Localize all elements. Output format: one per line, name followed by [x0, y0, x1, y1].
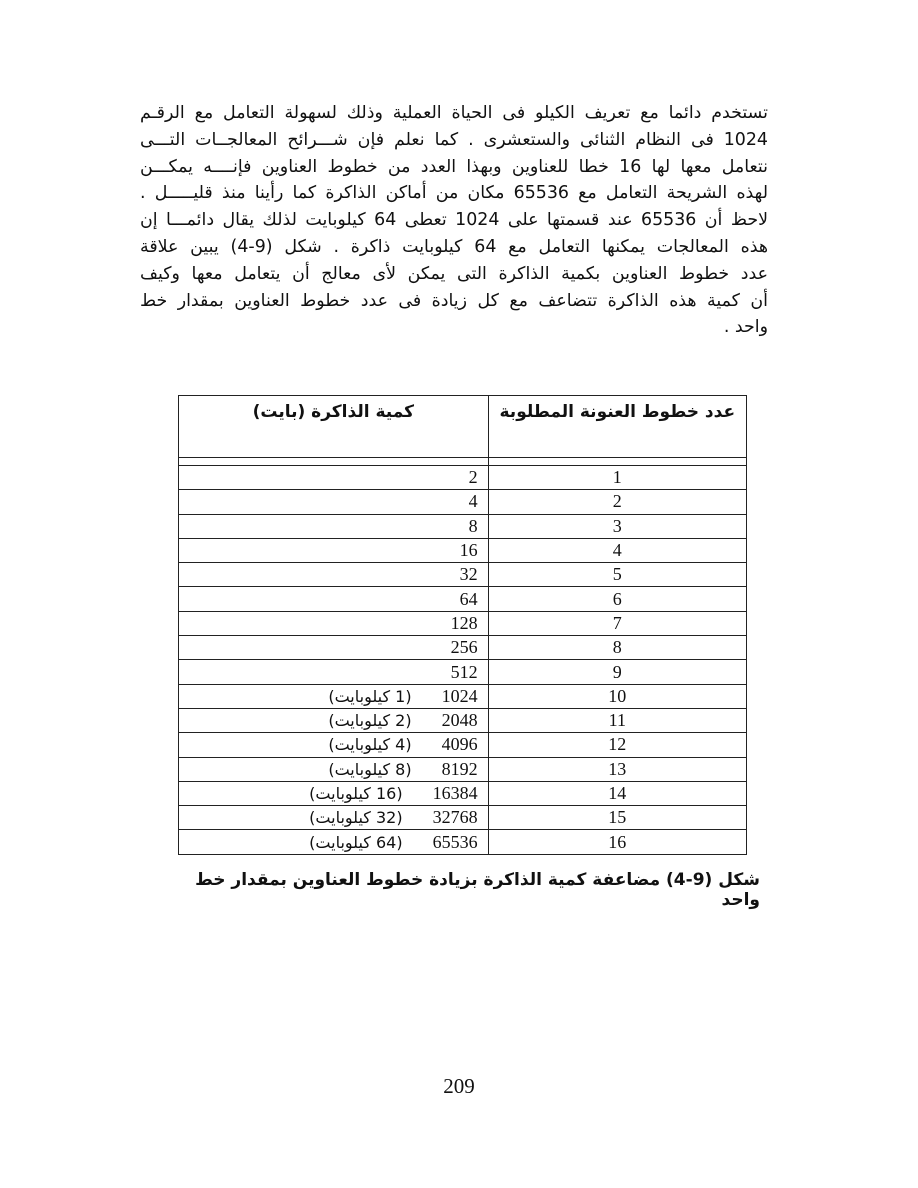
- memory-size-cell: [179, 587, 489, 611]
- byte-value: 64: [459, 588, 478, 609]
- table-row: [179, 563, 747, 587]
- memory-size-cell: [179, 538, 489, 562]
- table-header-row: [179, 396, 747, 458]
- byte-value: 32: [459, 564, 478, 585]
- paragraph-line: عدد خطوط العناوين بكمية الذاكرة التى يمكن لأى معالج أن يتعامل معها وكيف: [140, 263, 768, 284]
- byte-value: 1024: [441, 685, 478, 706]
- byte-value: 4: [468, 491, 478, 512]
- address-lines-cell: 3: [488, 514, 746, 538]
- memory-size-cell: [179, 830, 489, 854]
- address-lines-cell: 11: [488, 708, 746, 732]
- byte-value: 128: [450, 612, 478, 633]
- byte-value: 32768: [432, 807, 478, 828]
- memory-size-cell: [179, 684, 489, 708]
- body-paragraph: [140, 100, 768, 341]
- figure-caption: شكل (9-4) مضاعفة كمية الذاكرة بزيادة خطوط العناوين بمقدار خط واحد: [195, 870, 760, 910]
- address-lines-cell: 13: [488, 757, 746, 781]
- memory-size-cell: [179, 806, 489, 830]
- address-lines-cell: 9: [488, 660, 746, 684]
- table-row: [179, 490, 747, 514]
- table-spacer-row: [179, 458, 747, 466]
- address-lines-cell: 10: [488, 684, 746, 708]
- table-body: [179, 458, 747, 855]
- table-row: [179, 587, 747, 611]
- address-lines-cell: 4: [488, 538, 746, 562]
- address-lines-cell: 1: [488, 466, 746, 490]
- table-row: [179, 830, 747, 854]
- table-row: [179, 538, 747, 562]
- kilobyte-label: (4 كيلوبايت): [328, 735, 412, 755]
- address-lines-cell: 6: [488, 587, 746, 611]
- byte-value: 65536: [432, 831, 478, 852]
- byte-value: 16384: [432, 783, 478, 803]
- spacer-cell: [179, 458, 489, 466]
- byte-value: 8192: [441, 758, 478, 779]
- memory-size-cell: [179, 757, 489, 781]
- byte-value: 512: [450, 661, 478, 682]
- memory-size-cell: [179, 490, 489, 514]
- kilobyte-label: (2 كيلوبايت): [328, 711, 412, 731]
- kilobyte-label: (64 كيلوبايت): [309, 832, 403, 852]
- memory-table: [178, 395, 747, 855]
- spacer-cell: [488, 458, 746, 466]
- header-address-lines: عدد خطوط العنونة المطلوبة: [488, 396, 746, 458]
- table-row: [179, 636, 747, 660]
- table-row: [179, 684, 747, 708]
- memory-size-cell: [179, 781, 489, 805]
- table-row: [179, 611, 747, 635]
- table-row: [179, 660, 747, 684]
- paragraph-line: نتعامل معها لها 16 خطا للعناوين وبهذا العدد من خطوط العناوين فإنــــه يمكـــن: [140, 156, 768, 177]
- table-row: [179, 733, 747, 757]
- address-lines-cell: 2: [488, 490, 746, 514]
- byte-value: 4096: [441, 734, 478, 755]
- header-memory-size: كمية الذاكرة (بايت): [179, 396, 489, 458]
- address-lines-cell: 7: [488, 611, 746, 635]
- address-lines-cell: 16: [488, 830, 746, 854]
- paragraph-line: واحد .: [723, 317, 768, 338]
- byte-value: 256: [450, 637, 478, 658]
- kilobyte-label: (16 كيلوبايت): [309, 784, 403, 803]
- memory-size-cell: [179, 466, 489, 490]
- byte-value: 2048: [441, 710, 478, 731]
- table-row: [179, 514, 747, 538]
- memory-size-cell: [179, 733, 489, 757]
- memory-size-cell: [179, 563, 489, 587]
- paragraph-line: هذه المعالجات يمكنها التعامل مع 64 كيلوبايت ذاكرة . شكل (9-4) يبين علاقة: [140, 236, 768, 257]
- kilobyte-label: (32 كيلوبايت): [309, 808, 403, 828]
- table-row: [179, 757, 747, 781]
- paragraph-line: تستخدم دائما مع تعريف الكيلو فى الحياة العملية وذلك لسهولة التعامل مع الرقـم: [140, 103, 768, 123]
- table-row: [179, 708, 747, 732]
- address-lines-cell: 15: [488, 806, 746, 830]
- memory-size-cell: [179, 611, 489, 635]
- memory-size-cell: [179, 660, 489, 684]
- table-row: [179, 806, 747, 830]
- paragraph-line: لهذه الشريحة التعامل مع 65536 مكان من أماكن الذاكرة كما رأينا منذ قليـــــل .: [140, 183, 768, 204]
- kilobyte-label: (8 كيلوبايت): [328, 759, 412, 779]
- address-lines-cell: 8: [488, 636, 746, 660]
- memory-size-cell: [179, 636, 489, 660]
- table-row: [179, 466, 747, 490]
- address-lines-cell: 5: [488, 563, 746, 587]
- byte-value: 8: [468, 515, 478, 536]
- byte-value: 16: [459, 540, 478, 561]
- table-row: [179, 781, 747, 805]
- paragraph-line: أن كمية هذه الذاكرة تتضاعف مع كل زيادة فى عدد خطوط العناوين بمقدار خط: [140, 290, 768, 311]
- paragraph-line: لاحظ أن 65536 عند قسمتها على 1024 تعطى 64 كيلوبايت لذلك يقال دائمـــا إن: [140, 210, 769, 231]
- address-lines-cell: 12: [488, 733, 746, 757]
- page-number: 209: [443, 1074, 475, 1098]
- byte-value: 2: [468, 467, 478, 488]
- paragraph-line: 1024 فى النظام الثنائى والستعشرى . كما نعلم فإن شـــرائح المعالجــات التـــى: [140, 129, 768, 150]
- memory-size-cell: [179, 708, 489, 732]
- address-lines-cell: 14: [488, 781, 746, 805]
- kilobyte-label: (1 كيلوبايت): [328, 686, 412, 706]
- memory-size-cell: [179, 514, 489, 538]
